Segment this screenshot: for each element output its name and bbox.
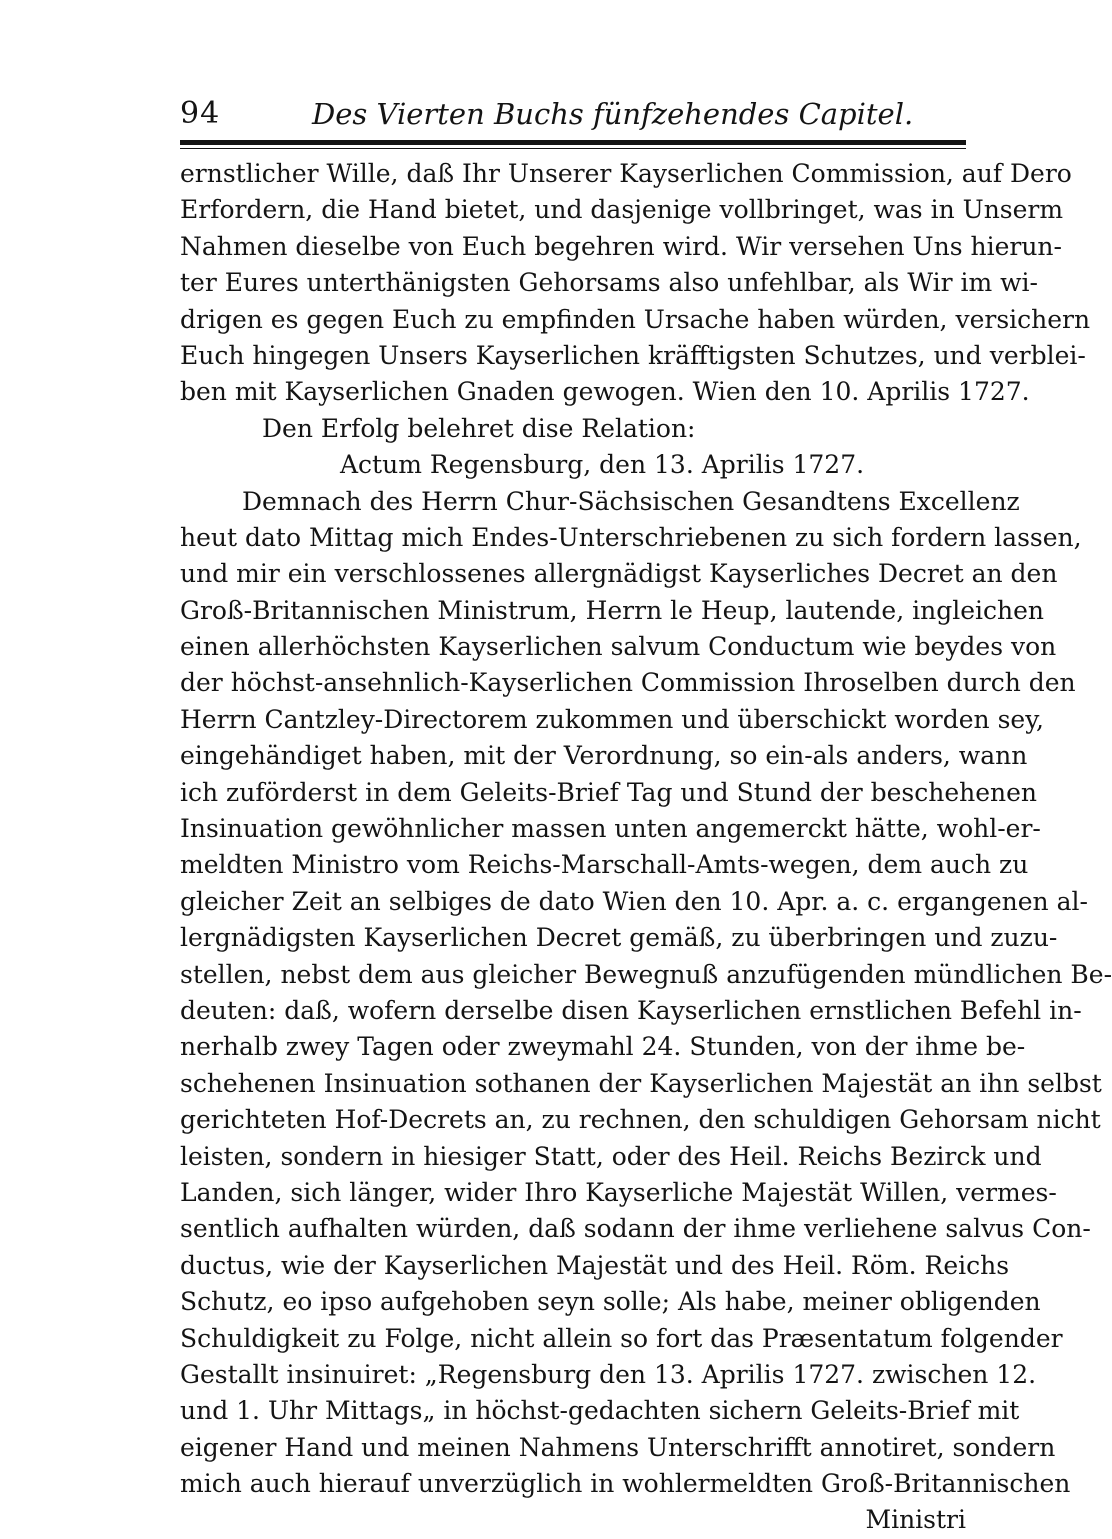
body-text: [180, 156, 1112, 1539]
text-line: stellen, nebst dem aus gleicher Bewegnuß anzufügenden mündlichen Be-: [180, 959, 1112, 989]
text-line: nerhalb zwey Tagen oder zweymahl 24. Stunden, von der ihme be-: [180, 1032, 1026, 1062]
text-line: und mir ein verschlossenes allergnädigst Kayserliches Decret an den: [180, 559, 1058, 589]
text-line: Nahmen dieselbe von Euch begehren wird. Wir versehen Uns hierun-: [180, 231, 1062, 261]
text-line: gerichteten Hof-Decrets an, zu rechnen, den schuldigen Gehorsam nicht: [180, 1105, 1101, 1135]
text-line: eingehändiget haben, mit der Verordnung, so ein-als anders, wann: [180, 741, 1028, 771]
text-line: Groß-Britannischen Ministrum, Herrn le Heup, lautende, ingleichen: [180, 595, 1044, 625]
text-line: gleicher Zeit an selbiges de dato Wien den 10. Apr. a. c. ergangenen al-: [180, 886, 1088, 916]
text-line: ter Eures unterthänigsten Gehorsams also unfehlbar, als Wir im wi-: [180, 268, 1038, 298]
text-line: heut dato Mittag mich Endes-Unterschriebenen zu sich fordern lassen,: [180, 522, 1082, 552]
text-line: drigen es gegen Euch zu empfinden Ursache haben würden, versichern: [180, 304, 1091, 334]
text-line: einen allerhöchsten Kayserlichen salvum Conductum wie beydes von: [180, 632, 1057, 662]
page-number: 94: [180, 96, 221, 131]
text-line: Schuldigkeit zu Folge, nicht allein so fort das Præsentatum folgender: [180, 1323, 1063, 1353]
text-line: ben mit Kayserlichen Gnaden gewogen. Wien den 10. Aprilis 1727.: [180, 377, 1030, 407]
text-line: Erfordern, die Hand bietet, und dasjenige vollbringet, was in Unserm: [180, 195, 1064, 225]
text-line: Gestallt insinuiret: „Regensburg den 13. Aprilis 1727. zwischen 12.: [180, 1359, 1037, 1389]
text-line: meldten Ministro vom Reichs-Marschall-Amts-wegen, dem auch zu: [180, 850, 1029, 880]
text-line: lergnädigsten Kayserlichen Decret gemäß, zu überbringen und zuzu-: [180, 923, 1058, 953]
running-title: Des Vierten Buchs fünfzehendes Capitel.: [312, 97, 914, 131]
text-line: sentlich aufhalten würden, daß sodann der ihme verliehene salvus Con-: [180, 1214, 1091, 1244]
text-line: Den Erfolg belehret dise Relation:: [262, 413, 696, 443]
text-line: und 1. Uhr Mittags„ in höchst-gedachten sichern Geleits-Brief mit: [180, 1396, 1020, 1426]
text-line: Herrn Cantzley-Directorem zukommen und überschickt worden sey,: [180, 704, 1044, 734]
text-line: Schutz, eo ipso aufgehoben seyn solle; Als habe, meiner obligenden: [180, 1287, 1041, 1317]
text-line: der höchst-ansehnlich-Kayserlichen Commission Ihroselben durch den: [180, 668, 1076, 698]
text-line: ernstlicher Wille, daß Ihr Unserer Kayserlichen Commission, auf Dero: [180, 159, 1072, 188]
text-line: mich auch hierauf unverzüglich in wohlermeldten Groß-Britannischen: [180, 1469, 1071, 1499]
text-line: eigener Hand und meinen Nahmens Unterschrifft annotiret, sondern: [180, 1432, 1056, 1462]
text-line: schehenen Insinuation sothanen der Kayserlichen Majestät an ihn selbst: [180, 1068, 1102, 1098]
text-line: Landen, sich länger, wider Ihro Kayserliche Majestät Willen, vermes-: [180, 1177, 1057, 1207]
header-rule: [180, 140, 966, 145]
text-line: deuten: daß, wofern derselbe disen Kayserlichen ernstlichen Befehl in-: [180, 995, 1082, 1025]
text-line: Insinuation gewöhnlicher massen unten angemerckt hätte, wohl-er-: [180, 814, 1041, 844]
text-line: ich zuförderst in dem Geleits-Brief Tag und Stund der beschehenen: [180, 777, 1038, 807]
page-header: [180, 92, 960, 136]
text-line: Euch hingegen Unsers Kayserlichen kräfftigsten Schutzes, und verblei-: [180, 340, 1086, 370]
text-line: leisten, sondern in hiesiger Statt, oder des Heil. Reichs Bezirck und: [180, 1141, 1042, 1171]
catchword: Ministri: [865, 1505, 966, 1535]
text-line: Demnach des Herrn Chur-Sächsischen Gesandtens Excellenz: [242, 486, 1020, 516]
text-line: ductus, wie der Kayserlichen Majestät und des Heil. Röm. Reichs: [180, 1250, 1010, 1280]
header-rule-thin: [180, 148, 966, 149]
text-line: Actum Regensburg, den 13. Aprilis 1727.: [340, 450, 865, 480]
